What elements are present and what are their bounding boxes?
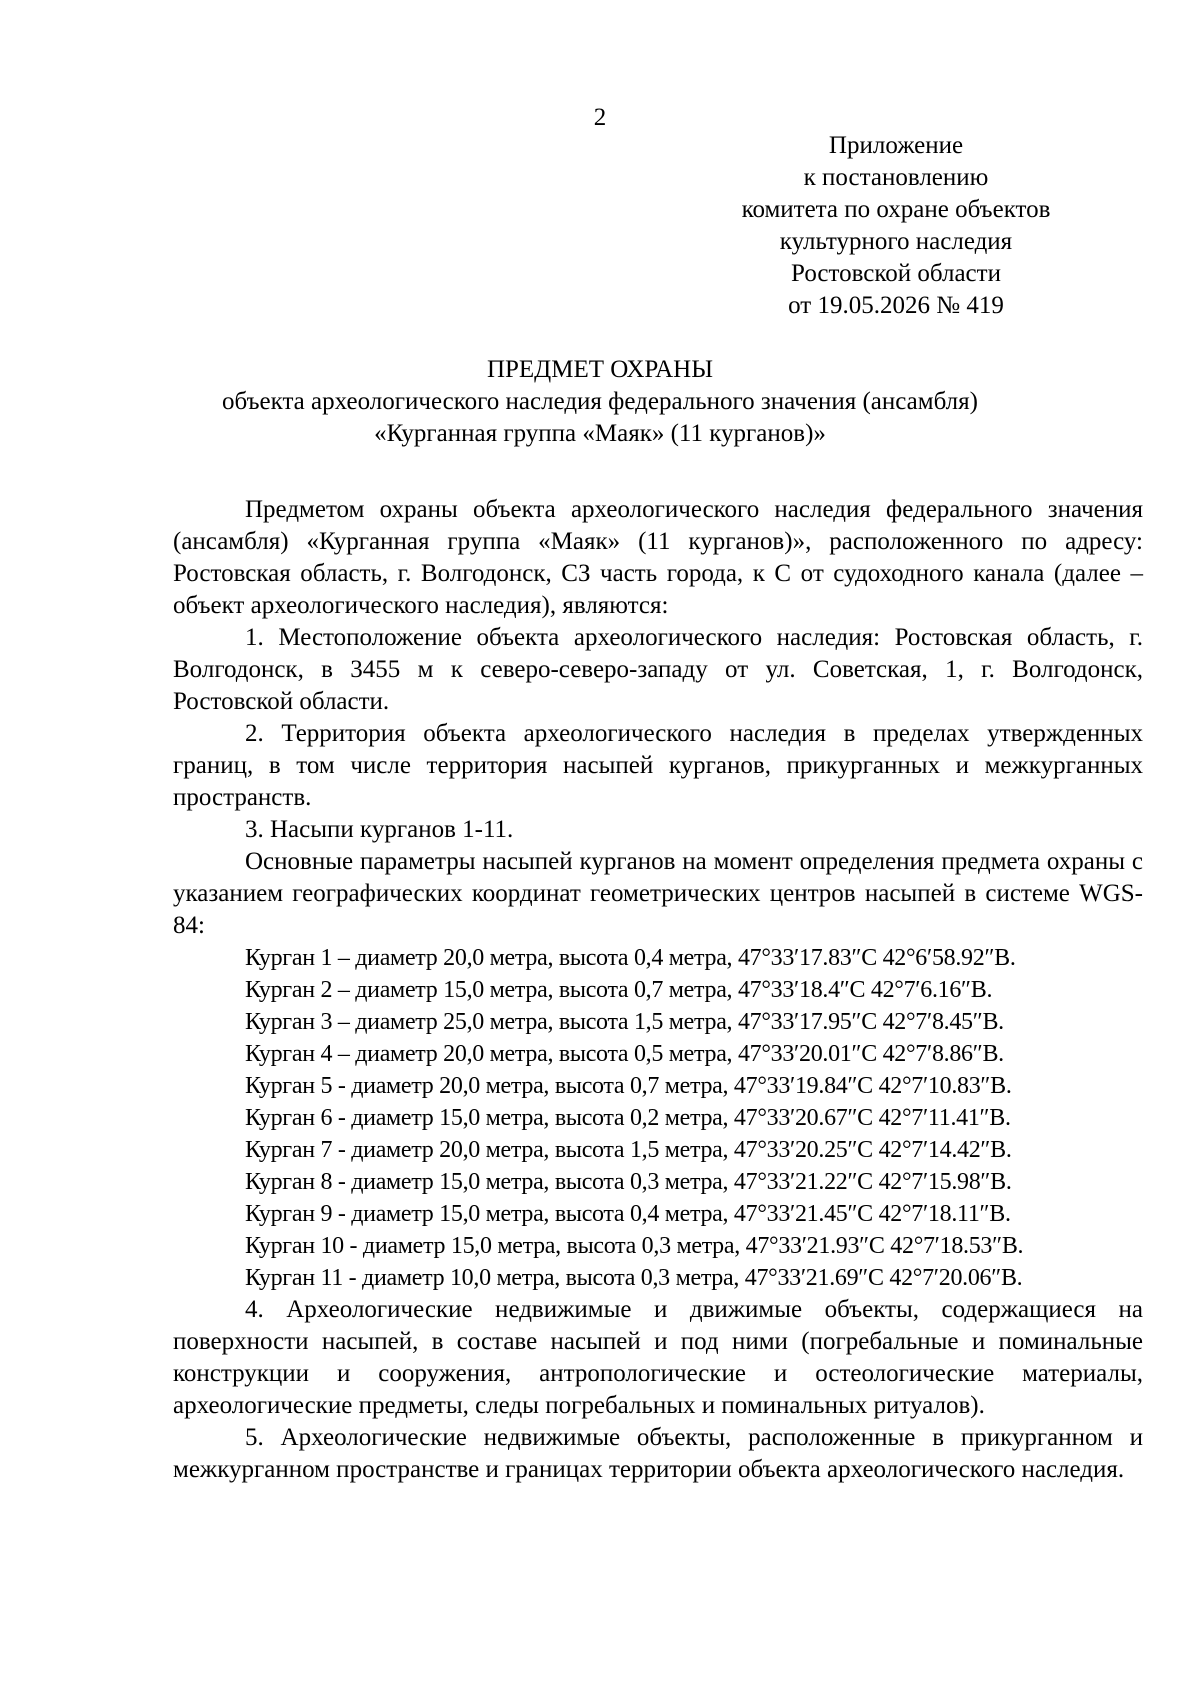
document-body — [173, 494, 1143, 1486]
mound-item: Курган 3 – диаметр 25,0 метра, высота 1,5 метра, 47°33′17.95″С 42°7′8.45″В. — [245, 1009, 1004, 1035]
mound-item: Курган 1 – диаметр 20,0 метра, высота 0,4 метра, 47°33′17.83″С 42°6′58.92″В. — [245, 945, 1016, 971]
mound-list — [173, 942, 1143, 1294]
mound-item: Курган 6 - диаметр 15,0 метра, высота 0,2 метра, 47°33′20.67″С 42°7′11.41″В. — [245, 1105, 1011, 1131]
intro-paragraph: Предметом охраны объекта археологического наследия федерального значения (ансамбля) «Курганная группа «Маяк» (11 курганов)», расположенного по адресу: Ростовская область, г. Волгодонск, СЗ часть города, к С от судоходного канала (далее – объект археологического наследия), являются: — [173, 496, 1143, 619]
item-paragraph: 4. Археологические недвижимые и движимые объекты, содержащиеся на поверхности насыпей, в составе насыпей и под ними (погребальные и поминальные конструкции и сооружения, антропологические и остеологические материалы, археологические предметы, следы погребальных и поминальных ритуалов). — [173, 1296, 1143, 1419]
document-heading — [0, 354, 1200, 450]
item-paragraph: 1. Местоположение объекта археологического наследия: Ростовская область, г. Волгодонск, в 3455 м к северо-северо-западу от ул. Советская, 1, г. Волгодонск, Ростовской области. — [173, 624, 1143, 715]
mound-item: Курган 11 - диаметр 10,0 метра, высота 0,3 метра, 47°33′21.69″С 42°7′20.06″В. — [245, 1265, 1023, 1291]
appendix-block — [706, 130, 1086, 322]
mound-item: Курган 4 – диаметр 20,0 метра, высота 0,5 метра, 47°33′20.01″С 42°7′8.86″В. — [245, 1041, 1004, 1067]
mound-item: Курган 2 – диаметр 15,0 метра, высота 0,7 метра, 47°33′18.4″С 42°7′6.16″В. — [245, 977, 993, 1003]
appendix-line: к постановлению — [803, 164, 989, 191]
item-paragraph: 2. Территория объекта археологического наследия в пределах утвержденных границ, в том числе территория насыпей курганов, прикурганных и межкурганных пространств. — [173, 720, 1143, 811]
appendix-line: комитета по охране объектов — [741, 196, 1051, 223]
page-number: 2 — [593, 104, 607, 131]
mound-item: Курган 9 - диаметр 15,0 метра, высота 0,4 метра, 47°33′21.45″С 42°7′18.11″В. — [245, 1201, 1011, 1227]
document-subtitle: «Курганная группа «Маяк» (11 курганов)» — [374, 420, 826, 447]
appendix-line: Ростовской области — [791, 260, 1001, 287]
mound-item: Курган 10 - диаметр 15,0 метра, высота 0,3 метра, 47°33′21.93″С 42°7′18.53″В. — [245, 1233, 1024, 1259]
mound-item: Курган 8 - диаметр 15,0 метра, высота 0,3 метра, 47°33′21.22″С 42°7′15.98″В. — [245, 1169, 1012, 1195]
mound-item: Курган 7 - диаметр 20,0 метра, высота 1,5 метра, 47°33′20.25″С 42°7′14.42″В. — [245, 1137, 1012, 1163]
item-paragraph: 5. Археологические недвижимые объекты, расположенные в прикурганном и межкурганном пространстве и границах территории объекта археологического наследия. — [173, 1424, 1143, 1483]
params-intro-paragraph: Основные параметры насыпей курганов на момент определения предмета охраны с указанием географических координат геометрических центров насыпей в системе WGS-84: — [173, 848, 1143, 939]
appendix-line: от 19.05.2026 № 419 — [788, 292, 1004, 319]
appendix-line: Приложение — [828, 132, 964, 159]
document-subtitle: объекта археологического наследия федерального значения (ансамбля) — [222, 388, 978, 415]
document-title: ПРЕДМЕТ ОХРАНЫ — [486, 356, 714, 383]
item-paragraph: 3. Насыпи курганов 1-11. — [245, 816, 514, 843]
appendix-line: культурного наследия — [779, 228, 1013, 255]
mound-item: Курган 5 - диаметр 20,0 метра, высота 0,7 метра, 47°33′19.84″С 42°7′10.83″В. — [245, 1073, 1012, 1099]
